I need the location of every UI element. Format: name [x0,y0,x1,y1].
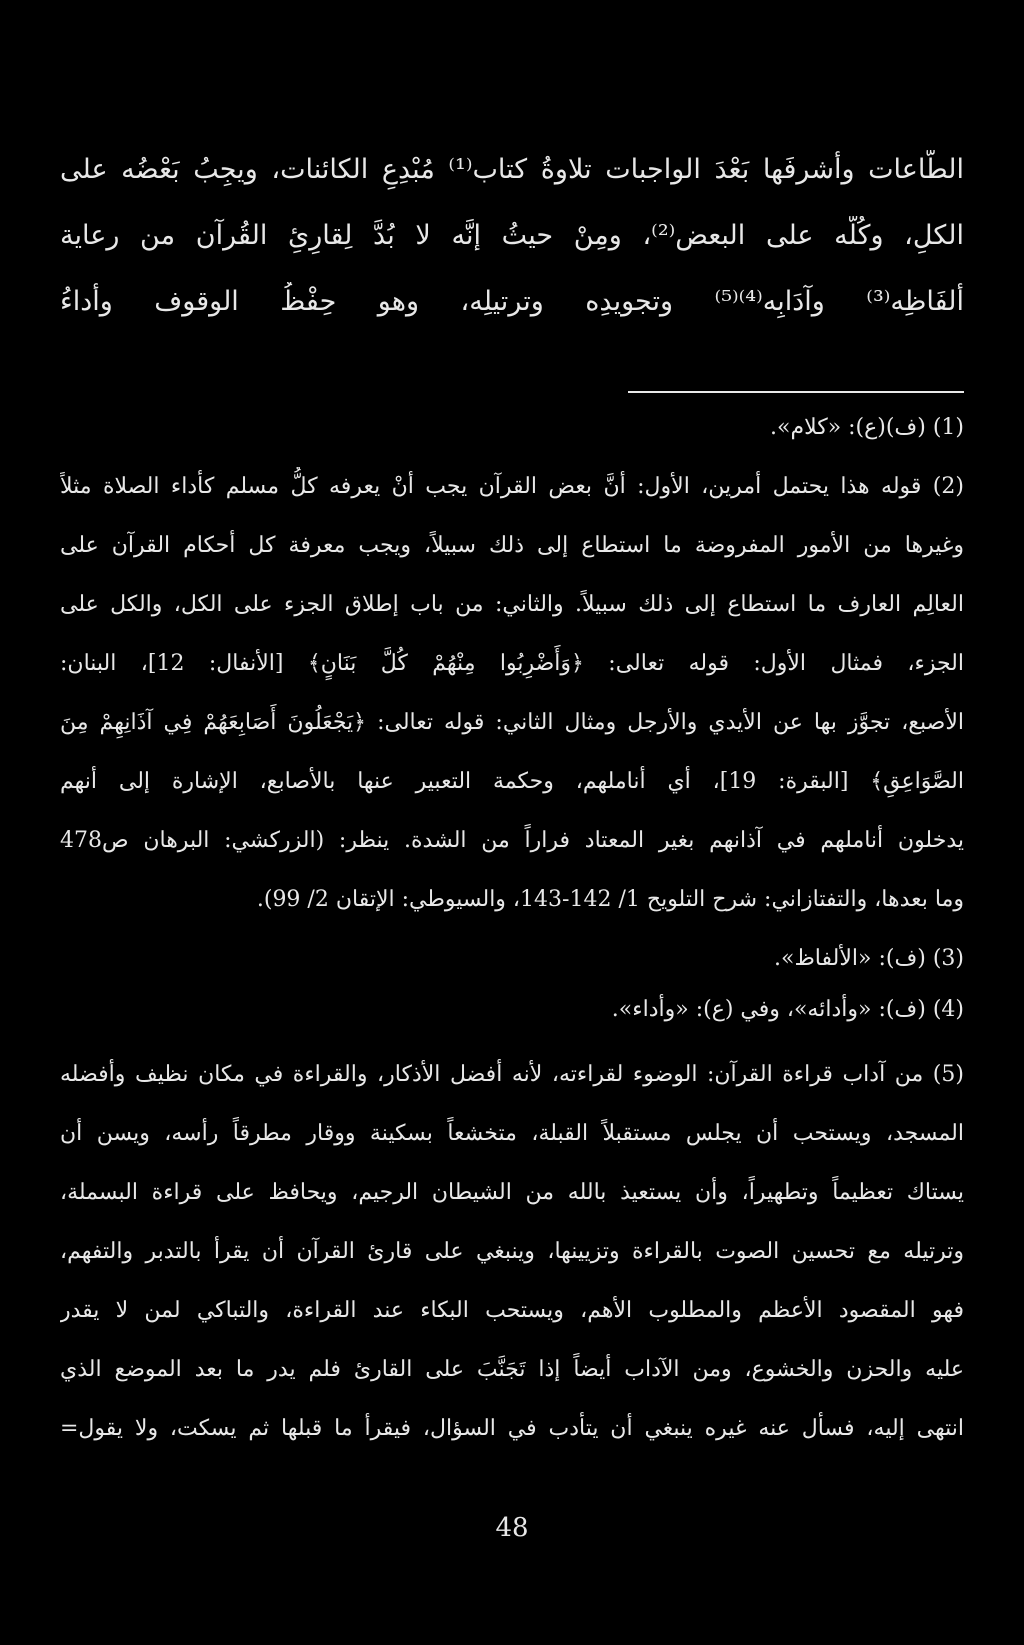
footnote-divider [628,391,964,393]
footnote-line: فهو المقصود الأعظم والمطلوب الأهم، ويستحب البكاء عند القراءة، والتباكي لمن لا يقدر [60,1298,964,1323]
footnote-line: (4) (ف): «وأدائه»، وفي (ع): «وأداء». [611,997,964,1022]
footnote-line: وغيرها من الأمور المفروضة ما استطاع إلى ذلك سبيلاً، ويجب معرفة كل أحكام القرآن على [60,533,964,558]
footnote-line: وترتيله مع تحسين الصوت بالقراءة وتزيينها، وينبغي على قارئ القرآن أن يقرأ بالتدبر والتفهم، [60,1239,964,1264]
footnote-line: يدخلون أناملهم في آذانهم بغير المعتاد فراراً من الشدة. ينظر: (الزركشي: البرهان ص478 [60,828,964,853]
footnote-line: الجزء، فمثال الأول: قوله تعالى: ﴿وَأَضْرِبُوا مِنْهُمْ كُلَّ بَنَانٍ﴾ [الأنفال: 12]، البنان: [60,651,964,676]
footnote-line: يستاك تعظيماً وتطهيراً، وأن يستعيذ بالله من الشيطان الرجيم، ويحافظ على قراءة البسملة، [60,1180,964,1205]
footnote-line: (5) من آداب قراءة القرآن: الوضوء لقراءته، لأنه أفضل الأذكار، والقراءة في مكان نظيف وأفضله [60,1062,964,1087]
footnote-line: وما بعدها، والتفتازاني: شرح التلويح 1/ 142-143، والسيوطي: الإتقان 2/ 99). [256,887,964,912]
footnotes-block [60,408,964,1468]
footnote-spacer [60,1041,964,1055]
footnote-line: انتهى إليه، فسأل عنه غيره ينبغي أن يتأدب في السؤال، فيقرأ ما قبلها ثم يسكت، ولا يقول= [60,1416,964,1441]
footnote-line: (2) قوله هذا يحتمل أمرين، الأول: أنَّ بعض القرآن يجب أنْ يعرفه كلُّ مسلم كأداء الصلاة مثلاً [60,474,964,499]
footnote-line: العالِم العارف ما استطاع إلى ذلك سبيلاً. والثاني: من باب إطلاق الجزء على الكل، والكل على [60,592,964,617]
footnote-line: الصَّوَاعِقِ﴾ [البقرة: 19]، أي أناملهم، وحكمة التعبير عنها بالأصابع، الإشارة إلى أنهم [60,769,964,794]
footnote-line: (1) (ف)(ع): «كلام». [770,415,964,440]
footnote-line: (3) (ف): «الألفاظ». [774,946,964,971]
main-text-line: أَلفَاظِه⁽³⁾ وآدَابِه⁽⁴⁾⁽⁵⁾ وتجويدِه وترتيلِه، وهو حِفْظُ الوقوف وأداءُ [60,286,964,317]
main-text-block [60,150,964,348]
main-text-line: الطَّاعات وأَشرفَها بَعْدَ الواجبات تلاوةُ كتاب⁽¹⁾ مُبْدِعِ الكائنات، ويجِبُ بَعْضُه على [60,154,964,185]
book-page [60,0,964,1645]
page-number: 48 [495,1513,529,1543]
footnote-line: الأصبع، تجوَّز بها عن الأيدي والأرجل ومثال الثاني: قوله تعالى: ﴿يَجْعَلُونَ أَصَابِعَهُمْ فِي آذَانِهِمْ مِنَ [60,710,964,735]
main-text-line: الكلِ، وكُلُّه على البعض⁽²⁾، ومِنْ حيثُ إنَّه لا بُدَّ لِقارِئِ القُرآن من رعاية [60,220,964,251]
footnote-line: عليه والحزن والخشوع، ومن الآداب أيضاً إذا تَجَنَّبَ على القارئ فلم يدر ما بعد الموضع الذي [60,1357,964,1382]
footnote-line: المسجد، ويستحب أن يجلس مستقبلاً القبلة، متخشعاً بسكينة ووقار مطرقاً رأسه، ويسن أن [60,1121,964,1146]
